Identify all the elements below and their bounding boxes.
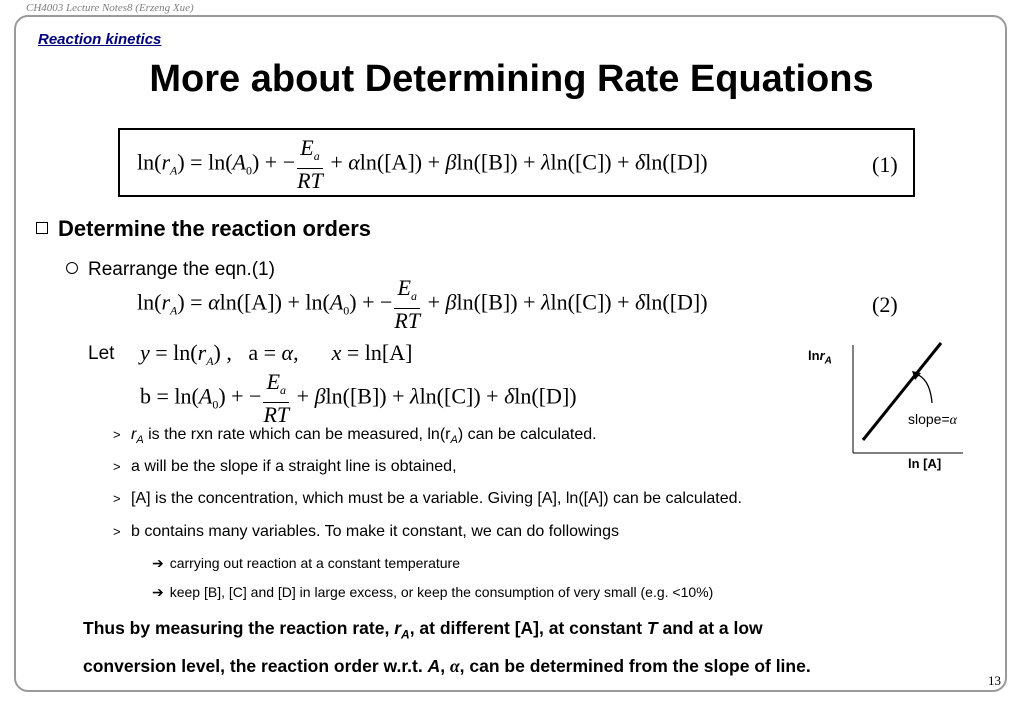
- circle-bullet-icon: [66, 262, 78, 274]
- conclusion-part: conversion level, the reaction order w.r.t.: [83, 655, 428, 676]
- let-equation: $y = \ln(r_A)$ , a = α, x = ln[A]: [140, 340, 413, 368]
- b-equation: $b = \ln(A_0)$ + − $\frac{E_a}{RT}$ + βln([B]) + λln([C]) + δln([D]): [140, 369, 577, 427]
- point-3-text: [A] is the concentration, which must be a variable. Giving [A], ln([A]) can be calculated.: [131, 490, 742, 507]
- point-1-tail: ) can be calculated.: [457, 426, 597, 443]
- let-label: Let: [88, 343, 115, 364]
- heading-text: Determine the reaction orders: [58, 216, 371, 241]
- section-label: Reaction kinetics: [38, 31, 162, 48]
- point-1-sub2: A: [450, 434, 458, 447]
- right-arrow-icon: ➔: [152, 555, 164, 571]
- conclusion-part: ,: [440, 655, 450, 676]
- slope-label-symbol: α: [949, 413, 958, 428]
- point-4: [113, 523, 619, 541]
- conclusion-part: Thus by measuring the reaction rate,: [83, 618, 395, 638]
- conclusion-alpha: α: [449, 655, 460, 676]
- point-3: [113, 490, 742, 508]
- arrowhead-bullet-icon: >: [113, 459, 121, 474]
- conclusion: [83, 613, 983, 682]
- graph-y-label: [808, 348, 832, 367]
- graph-y-label-ln: ln: [808, 348, 820, 363]
- point-1: [113, 426, 597, 446]
- slope-label: [908, 411, 957, 429]
- equation-1-number: (1): [872, 152, 898, 177]
- subpoint-1-text: carrying out reaction at a constant temperature: [169, 555, 461, 571]
- arrowhead-bullet-icon: >: [113, 427, 121, 442]
- subpoint-2: [152, 584, 713, 601]
- graph-y-label-r: r: [819, 348, 825, 363]
- point-4-text: b contains many variables. To make it constant, we can do followings: [131, 523, 619, 540]
- point-1-symbol-sub: A: [136, 434, 144, 447]
- subpoint-2-text: keep [B], [C] and [D] in large excess, or keep the consumption of very small (e.g. <10%): [169, 584, 714, 600]
- point-2: [113, 458, 457, 476]
- graph-x-label: ln [A]: [908, 456, 942, 471]
- right-arrow-icon: ➔: [152, 584, 164, 600]
- conclusion-T: T: [646, 618, 658, 638]
- equation-2: $\ln(r_A) = \alpha\ln([A]) + \ln(A_0)$ + − $\frac{E_a}{RT}$ + βln([B]) + λln([C]) + δln([D]): [137, 275, 708, 333]
- conclusion-part: , at different [A], at constant: [409, 618, 647, 638]
- conclusion-A: A: [427, 655, 441, 676]
- slope-label-text: slope=: [908, 411, 950, 427]
- slide-title: More about Determining Rate Equations: [149, 58, 874, 100]
- slope-graph: [808, 335, 968, 475]
- arrowhead-bullet-icon: >: [113, 524, 121, 539]
- square-bullet-icon: [36, 222, 48, 234]
- graph-y-label-sub: A: [824, 355, 832, 367]
- slope-pointer-arc: [916, 374, 932, 403]
- conclusion-part: and at a low: [657, 618, 763, 638]
- conclusion-part: , can be determined from the slope of line.: [459, 655, 811, 676]
- equation-2-number: (2): [872, 292, 898, 317]
- page-number: 13: [988, 673, 1001, 688]
- arrowhead-bullet-icon: >: [113, 491, 121, 506]
- point-1-text: is the rxn rate which can be measured, ln(r: [143, 426, 451, 443]
- subpoint-1: [152, 555, 460, 572]
- equation-1: $\ln(r_A) = \ln(A_0)$ + − $\frac{E_a}{RT}$ + αln([A]) + βln([B]) + λln([C]) + δln([D]): [137, 135, 708, 193]
- point-2-text: a will be the slope if a straight line is obtained,: [131, 458, 457, 475]
- point-1-symbol: r: [131, 426, 137, 443]
- heading-bullet: [36, 216, 371, 242]
- header-note: CH4003 Lecture Notes8 (Erzeng Xue): [26, 2, 194, 14]
- conclusion-r-sub: A: [401, 627, 410, 642]
- subheading-text: Rearrange the eqn.(1): [88, 259, 275, 280]
- conclusion-r: r: [394, 618, 402, 638]
